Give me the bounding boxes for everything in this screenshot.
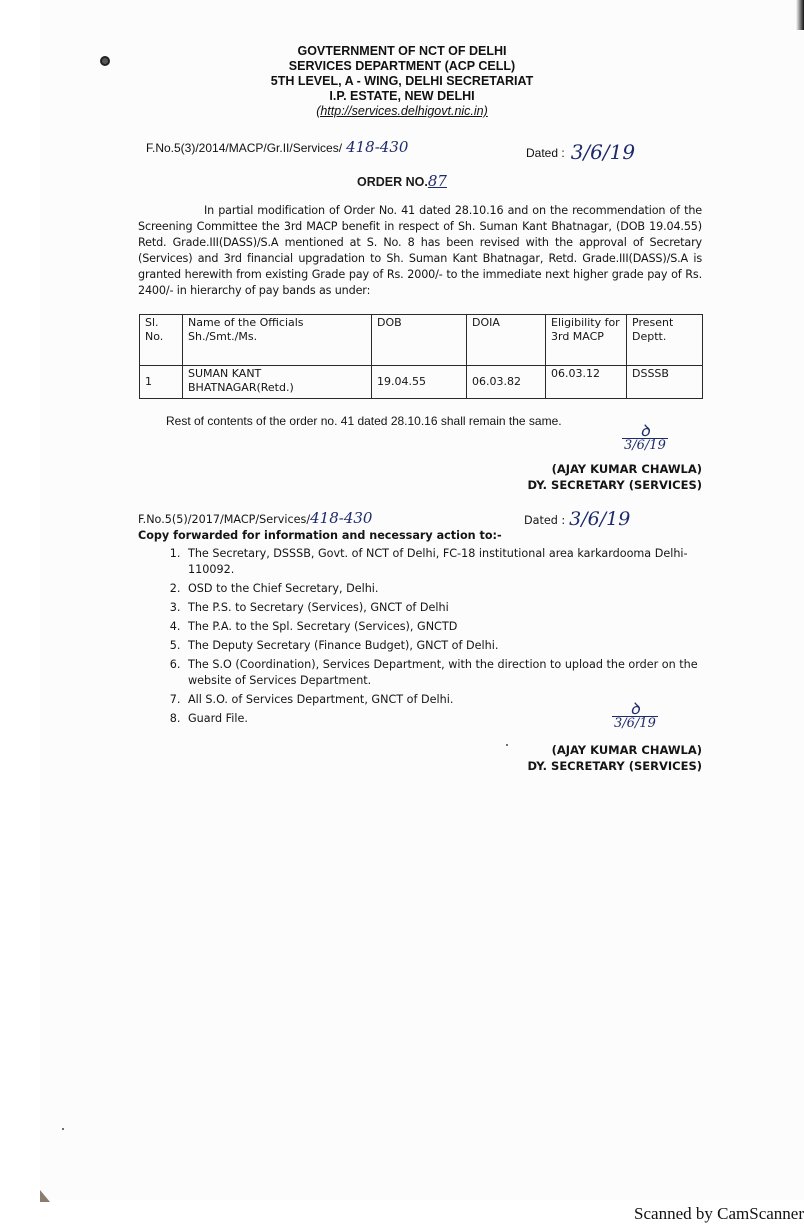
- cell-name: SUMAN KANT BHATNAGAR(Retd.): [183, 366, 372, 399]
- signatory-block: [528, 461, 702, 493]
- list-item: 2. OSD to the Chief Secretary, Delhi.: [184, 581, 708, 597]
- letterhead-line-govt: GOVTERNMENT OF NCT OF DELHI: [297, 44, 507, 58]
- copy-forwarded-block: [138, 510, 708, 730]
- list-item: 3. The P.S. to Secretary (Services), GNCT of Delhi: [184, 600, 708, 616]
- copy-dated-label: Dated :: [524, 514, 566, 527]
- signature-date: 3/6/19: [624, 438, 666, 453]
- rest-of-contents: Rest of contents of the order no. 41 dated 28.10.16 shall remain the same.: [166, 414, 562, 428]
- table-header-row: [140, 315, 703, 366]
- body-paragraph-text: In partial modification of Order No. 41 dated 28.10.16 and on the recommendation of the Screening Committee the 3rd MACP benefit in respect of Sh. Suman Kant Bhatnagar, (DOB 19.04.55) Retd. Grade.III(DASS)/S.A mentioned at S. No. 8 has been revised with the approval of Secretary (Services) and 3rd financial upgradation to Sh. Suman Kant Bhatnagar, Retd. Grade.III(DASS)/S.A is granted herewith from existing Grade pay of Rs. 2000/- to the immediate next higher grade pay of Rs. 2400/- in hierarchy of pay bands as under:: [138, 204, 702, 297]
- header-sl-no: Sl. No.: [140, 315, 183, 366]
- signature-initials: [622, 421, 668, 453]
- letterhead-url[interactable]: (http://services.delhigovt.nic.in): [316, 104, 488, 118]
- dated-label: Dated :: [526, 146, 565, 160]
- copy-reference-row: [138, 510, 708, 528]
- letterhead-line-estate: I.P. ESTATE, NEW DELHI: [329, 89, 475, 103]
- recipient-list: [138, 546, 708, 727]
- copy-dated-field: [524, 510, 630, 529]
- reference-row: [146, 138, 706, 164]
- header-doia: DOIA: [467, 315, 546, 366]
- order-number: [0, 172, 804, 190]
- page-edge-shadow: [796, 0, 804, 30]
- table-row: [140, 366, 703, 399]
- order-label: ORDER NO.: [357, 175, 428, 189]
- cell-dob: 19.04.55: [372, 366, 467, 399]
- letterhead-line-department: SERVICES DEPARTMENT (ACP CELL): [288, 59, 516, 73]
- list-item: 4. The P.A. to the Spl. Secretary (Services), GNCTD: [184, 619, 708, 635]
- copy-dated-handwritten: 3/6/19: [569, 508, 631, 530]
- list-item: 1. The Secretary, DSSSB, Govt. of NCT of Delhi, FC-18 institutional area karkardooma Delhi-110092.: [184, 546, 708, 578]
- camscanner-watermark: Scanned by CamScanner: [634, 1204, 804, 1223]
- copy-file-number-handwritten: 418-430: [310, 509, 373, 527]
- cell-eligibility: 06.03.12: [546, 366, 627, 399]
- signature-initial: ꝺ: [640, 421, 650, 440]
- dated-handwritten: 3/6/19: [570, 140, 636, 164]
- order-number-handwritten: 87: [427, 172, 447, 190]
- file-number-handwritten: 418-430: [346, 138, 409, 156]
- list-item: 5. The Deputy Secretary (Finance Budget), GNCT of Delhi.: [184, 638, 708, 654]
- signature-date-2: 3/6/19: [614, 716, 656, 731]
- header-present-deptt: Present Deptt.: [627, 315, 703, 366]
- signature-initial-2: ꝺ: [630, 699, 640, 718]
- body-paragraph: [138, 203, 702, 299]
- copy-title: Copy forwarded for information and necessary action to:-: [138, 529, 502, 542]
- signatory-designation: DY. SECRETARY (SERVICES): [527, 478, 702, 492]
- dated-field: [526, 138, 635, 162]
- header-name: Name of the Officials Sh./Smt./Ms.: [183, 315, 372, 366]
- speck: [62, 1128, 64, 1130]
- cell-present-deptt: DSSSB: [627, 366, 703, 399]
- list-item: 7. All S.O. of Services Department, GNCT of Delhi.: [184, 692, 708, 708]
- copy-file-number: F.No.5(5)/2017/MACP/Services/: [138, 513, 311, 526]
- cell-sl-no: 1: [140, 366, 183, 399]
- letterhead-line-level: 5TH LEVEL, A - WING, DELHI SECRETARIAT: [270, 74, 534, 88]
- list-item: 8. Guard File.: [184, 711, 708, 727]
- signature-initials-2: [612, 699, 658, 731]
- officials-table: [139, 314, 703, 399]
- header-eligibility: Eligibility for 3rd MACP: [546, 315, 627, 366]
- cell-doia: 06.03.82: [467, 366, 546, 399]
- signatory-name-2: (AJAY KUMAR CHAWLA): [551, 743, 702, 757]
- letterhead: [0, 44, 804, 119]
- signatory-block-2: [528, 742, 702, 774]
- list-item: 6. The S.O (Coordination), Services Department, with the direction to upload the order on the website of Services Department.: [184, 657, 708, 689]
- signatory-designation-2: DY. SECRETARY (SERVICES): [527, 759, 702, 773]
- file-number: F.No.5(3)/2014/MACP/Gr.II/Services/: [146, 141, 343, 155]
- header-dob: DOB: [372, 315, 467, 366]
- signatory-name: (AJAY KUMAR CHAWLA): [551, 462, 702, 476]
- speck: [506, 744, 508, 746]
